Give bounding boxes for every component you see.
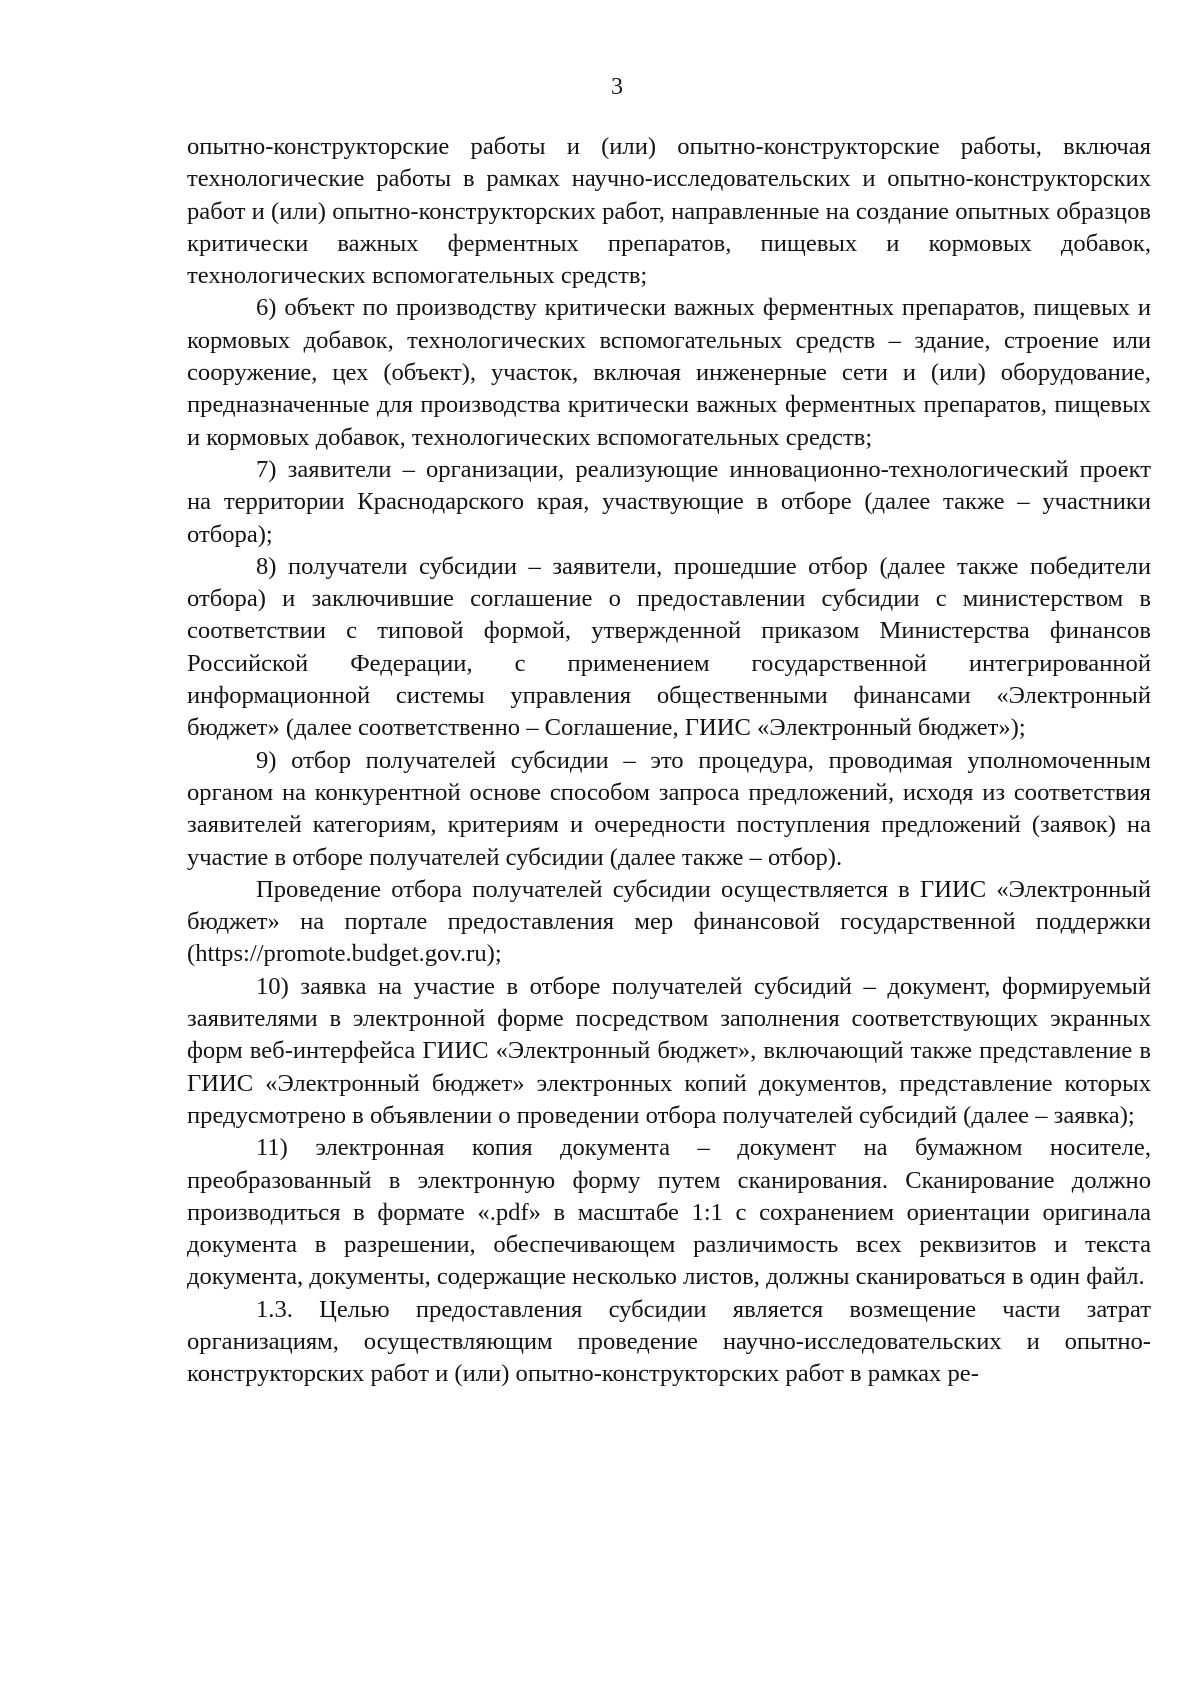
paragraph-item-11: 11) электронная копия документа – документ на бумажном носителе, преобразованный в электронную форму путем сканирования. Сканирование должно производиться в формате «.pdf» в масштабе 1:1 с сохранением ориентации оригинала документа в разрешении, обеспечивающем различимость всех реквизитов и текста документа, документы, содержащие несколько листов, должны сканироваться в один файл. [187,1134,1151,1291]
paragraph-section-1-3: 1.3. Целью предоставления субсидии является возмещение части затрат организациям, осуществляющим проведение научно-исследовательских и опытно-конструкторских работ и (или) опытно-конструкторских работ в рамках ре- [187,1295,1151,1388]
paragraph-item-10: 10) заявка на участие в отборе получателей субсидий – документ, формируемый заявителями в электронной форме посредством заполнения соответствующих экранных форм веб-интерфейса ГИИС «Электронный бюджет», включающий также представление в ГИИС «Электронный бюджет» электронных копий документов, представление которых предусмотрено в объявлении о проведении отбора получателей субсидий (далее – заявка); [187,972,1151,1129]
page-number: 3 [611,74,623,100]
paragraph-item-8: 8) получатели субсидии – заявители, прошедшие отбор (далее также победители отбора) и заключившие соглашение о предоставлении субсидии с министерством в соответствии с типовой формой, утвержденной приказом Министерства финансов Российской Федерации, с применением государственной интегрированной информационной системы управления общественными финансами «Электронный бюджет» (далее соответственно – Соглашение, ГИИС «Электронный бюджет»); [187,552,1151,742]
paragraph-item-6: 6) объект по производству критически важных ферментных препаратов, пищевых и кормовых добавок, технологических вспомогательных средств – здание, строение или сооружение, цех (объект), участок, включая инженерные сети и (или) оборудование, предназначенные для производства критически важных ферментных препаратов, пищевых и кормовых добавок, технологических вспомогательных средств; [187,294,1151,451]
paragraph-selection-portal: Проведение отбора получателей субсидии осуществляется в ГИИС «Электронный бюджет» на портале предоставления мер финансовой государственной поддержки (https://promote.budget.gov.ru); [187,875,1151,968]
paragraph-intro-continuation: опытно-конструкторские работы и (или) опытно-конструкторские работы, включая технологические работы в рамках научно-исследовательских и опытно-конструкторских работ и (или) опытно-конструкторских работ, направленные на создание опытных образцов критически важных ферментных препаратов, пищевых и кормовых добавок, технологических вспомогательных средств; [187,133,1151,290]
paragraph-item-7: 7) заявители – организации, реализующие инновационно-технологический проект на территории Краснодарского края, участвующие в отборе (далее также – участники отбора); [187,455,1151,548]
document-body [187,131,1151,1391]
paragraph-item-9: 9) отбор получателей субсидии – это процедура, проводимая уполномоченным органом на конкурентной основе способом запроса предложений, исходя из соответствия заявителей категориям, критериям и очередности поступления предложений (заявок) на участие в отборе получателей субсидии (далее также – отбор). [187,746,1151,871]
